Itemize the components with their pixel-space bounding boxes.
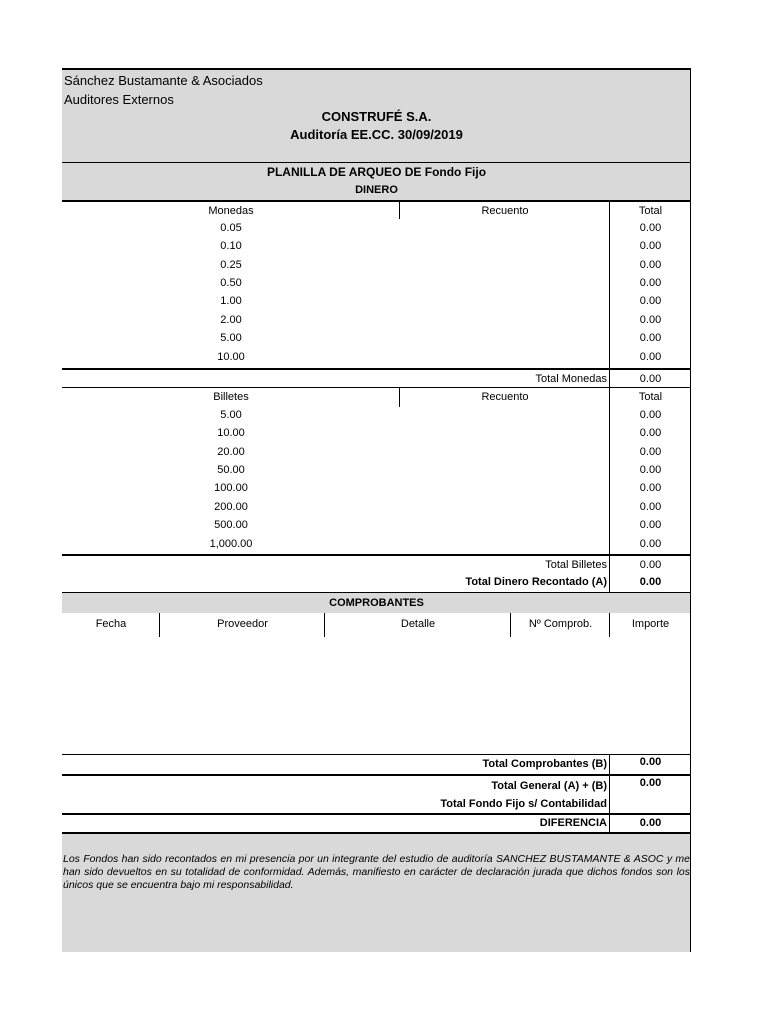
moneda-total: 0.00 (639, 332, 662, 344)
moneda-denom: 0.05 (220, 222, 242, 234)
billete-denom: 500.00 (214, 519, 248, 531)
diferencia-label: DIFERENCIA (539, 817, 607, 829)
dinero-label-row (62, 181, 691, 201)
billete-denom: 20.00 (217, 446, 245, 458)
dinero-label: DINERO (355, 184, 398, 196)
billete-total: 0.00 (639, 538, 662, 550)
moneda-total: 0.00 (639, 314, 662, 326)
comprobantes-label: COMPROBANTES (329, 597, 424, 609)
billetes-recuento-label: Recuento (481, 391, 529, 403)
billetes-col-label: Billetes (213, 391, 249, 403)
total-general-row (62, 774, 691, 795)
col-detalle: Detalle (400, 618, 436, 630)
comprobantes-label-row (62, 593, 691, 614)
moneda-total: 0.00 (639, 295, 662, 307)
total-contabilidad-divider (609, 794, 610, 813)
comprobantes-body[interactable] (62, 637, 691, 754)
billete-total: 0.00 (639, 464, 662, 476)
total-monedas-row (62, 368, 691, 389)
billete-denom: 100.00 (214, 482, 248, 494)
col-importe: Importe (631, 618, 670, 630)
billetes-total-label: Total (638, 391, 663, 403)
audit-title: Auditoría EE.CC. 30/09/2019 (290, 127, 463, 142)
monedas-total-label: Total (638, 205, 663, 217)
col-proveedor: Proveedor (217, 618, 268, 630)
billete-total: 0.00 (639, 409, 662, 421)
firm-role: Auditores Externos (64, 92, 174, 107)
moneda-total: 0.00 (639, 277, 662, 289)
billetes-header-row (62, 388, 691, 408)
billete-denom: 5.00 (220, 409, 242, 421)
monedas-recuento-label: Recuento (481, 205, 529, 217)
moneda-total: 0.00 (639, 351, 662, 363)
note-block (62, 834, 691, 952)
monedas-col-label: Monedas (208, 205, 254, 217)
billete-denom: 50.00 (217, 464, 245, 476)
total-dinero-row (62, 573, 691, 594)
total-monedas-label: Total Monedas (535, 373, 607, 385)
billetes-body (62, 407, 691, 555)
col-fecha: Fecha (95, 618, 127, 630)
header-block (62, 68, 691, 163)
total-comprobantes-value: 0.00 (639, 756, 662, 768)
total-general-value: 0.00 (639, 777, 662, 789)
col-ncomprob: Nº Comprob. (528, 618, 593, 630)
billete-total: 0.00 (639, 519, 662, 531)
billete-total: 0.00 (639, 482, 662, 494)
total-monedas-value: 0.00 (639, 373, 662, 385)
moneda-denom: 10.00 (217, 351, 245, 363)
billete-denom: 10.00 (217, 427, 245, 439)
billete-denom: 200.00 (214, 501, 248, 513)
monedas-body (62, 219, 691, 369)
moneda-total: 0.00 (639, 240, 662, 252)
moneda-denom: 0.10 (220, 240, 242, 252)
moneda-denom: 1.00 (220, 295, 242, 307)
total-billetes-value: 0.00 (639, 559, 662, 571)
diferencia-value: 0.00 (639, 817, 662, 829)
total-contabilidad-label: Total Fondo Fijo s/ Contabilidad (440, 798, 607, 810)
monedas-header-row (62, 200, 691, 220)
moneda-denom: 0.25 (220, 259, 242, 271)
moneda-denom: 0.50 (220, 277, 242, 289)
billete-total: 0.00 (639, 446, 662, 458)
total-dinero-value: 0.00 (639, 576, 662, 588)
total-contabilidad-row (62, 794, 691, 814)
total-billetes-label: Total Billetes (545, 559, 607, 571)
moneda-total: 0.00 (639, 222, 662, 234)
billete-total: 0.00 (639, 501, 662, 513)
moneda-denom: 5.00 (220, 332, 242, 344)
planilla-title-row (62, 162, 691, 182)
total-comprobantes-row (62, 754, 691, 775)
total-dinero-label: Total Dinero Recontado (A) (465, 576, 607, 588)
moneda-denom: 2.00 (220, 314, 242, 326)
arqueo-sheet (62, 68, 691, 952)
firm-name: Sánchez Bustamante & Asociados (64, 73, 263, 88)
diferencia-row (62, 813, 691, 834)
planilla-title: PLANILLA DE ARQUEO DE Fondo Fijo (266, 165, 487, 179)
total-comprobantes-label: Total Comprobantes (B) (482, 758, 607, 770)
company-name: CONSTRUFÉ S.A. (321, 109, 432, 124)
conformity-note: Los Fondos han sido recontados en mi presencia por un integrante del estudio de auditoría SANCHEZ BUSTAMANTE & ASOC y me han sido devueltos en su totalidad de conformidad. Además, manifiesto en carácter de declaración jurada que dichos fondos son los únicos que se encuentra bajo mi responsabilidad. (63, 853, 690, 891)
comprobantes-header-row (62, 613, 691, 638)
moneda-total: 0.00 (639, 259, 662, 271)
billete-denom: 1,000.00 (209, 538, 253, 550)
billete-total: 0.00 (639, 427, 662, 439)
total-billetes-row (62, 554, 691, 574)
total-general-label: Total General (A) + (B) (491, 780, 607, 792)
